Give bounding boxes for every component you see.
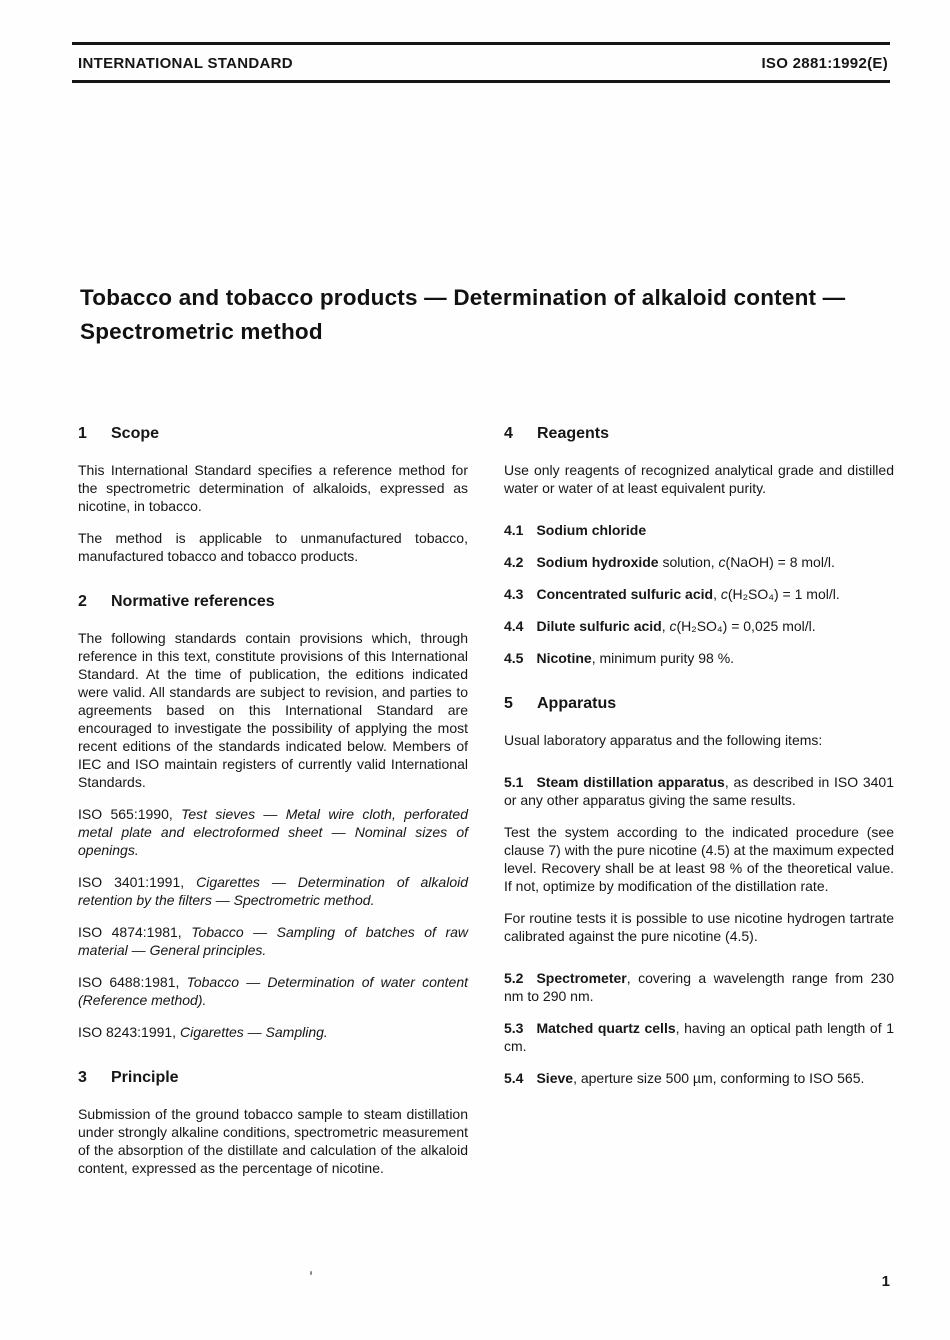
item-number: 5.3	[504, 1020, 524, 1036]
reference-iso-4874	[78, 923, 468, 959]
reference-code: ISO 4874:1981,	[78, 924, 182, 940]
section-number: 1	[78, 425, 87, 442]
reference-code: ISO 3401:1991,	[78, 874, 185, 890]
scope-paragraph-1: This International Standard specifies a reference method for the spectrometric determination of alkaloids, expressed as nicotine, in tobacco.	[78, 462, 468, 514]
concentration-symbol: c	[718, 554, 726, 570]
reagent-item-dilute-sulfuric-acid	[504, 617, 894, 635]
left-column	[78, 424, 468, 1191]
section-title: Reagents	[537, 425, 610, 442]
section-heading-apparatus	[504, 694, 894, 714]
two-column-body	[78, 424, 894, 1191]
item-number: 5.4	[504, 1070, 524, 1086]
concentration-symbol: c	[720, 586, 728, 602]
reagent-detail: ,	[713, 586, 721, 602]
header-document-type: INTERNATIONAL STANDARD	[78, 55, 293, 72]
apparatus-item-sieve	[504, 1069, 894, 1087]
apparatus-name: Matched quartz cells	[536, 1020, 676, 1036]
document-title: Tobacco and tobacco products — Determination of alkaloid content — Spectrometric method	[80, 285, 846, 344]
reference-code: ISO 565:1990,	[78, 806, 173, 822]
reagent-name: Dilute sulfuric acid	[536, 618, 662, 634]
normative-paragraph-1: The following standards contain provisions which, through reference in this text, constitute provisions of this International Standard. At the time of publication, the editions indicated were valid. All standards are subject to revision, and parties to agreements based on this International Standard are encouraged to investigate the possibility of applying the most recent editions of the standards indicated below. Members of IEC and ISO maintain registers of currently valid International Standards.	[78, 630, 468, 790]
item-number: 5.1	[504, 774, 524, 790]
reagent-name: Sodium hydroxide	[536, 554, 659, 570]
reagents-intro: Use only reagents of recognized analytical grade and distilled water or water of at least equivalent purity.	[504, 462, 894, 496]
apparatus-name: Spectrometer	[536, 970, 627, 986]
reagent-name: Sodium chloride	[536, 522, 647, 538]
header-rule-bottom	[72, 80, 890, 83]
page-header	[72, 42, 890, 83]
scope-paragraph-2: The method is applicable to unmanufactured tobacco, manufactured tobacco and tobacco products.	[78, 530, 468, 564]
reference-title-text: Cigarettes — Determination of alkaloid retention by the filters — Spectrometric method.	[78, 874, 469, 908]
reference-code: ISO 6488:1981,	[78, 974, 180, 990]
reagent-item-sodium-chloride	[504, 521, 894, 539]
reference-iso-6488	[78, 973, 468, 1009]
header-standard-number: ISO 2881:1992(E)	[761, 55, 888, 72]
section-title: Apparatus	[537, 695, 617, 712]
apparatus-detail: , having an optical path length of 1 cm.	[504, 1020, 895, 1054]
apparatus-item-spectrometer	[504, 969, 894, 1005]
section-title: Normative references	[111, 593, 275, 610]
reference-code: ISO 8243:1991,	[78, 1024, 177, 1040]
section-heading-scope	[78, 424, 468, 444]
apparatus-paragraph-routine: For routine tests it is possible to use nicotine hydrogen tartrate calibrated against the pure nicotine (4.5).	[504, 910, 894, 944]
item-number: 4.2	[504, 554, 524, 570]
reagent-name: Concentrated sulfuric acid	[536, 586, 714, 602]
reagent-name: Nicotine	[536, 650, 592, 666]
right-column	[504, 424, 894, 1191]
apparatus-detail: , covering a wavelength range from 230 nm to 290 nm.	[504, 970, 894, 1004]
section-number: 3	[78, 1069, 87, 1086]
reference-iso-8243	[78, 1023, 468, 1041]
item-number: 4.4	[504, 618, 524, 634]
reference-title-text: Tobacco — Sampling of batches of raw material — General principles.	[78, 924, 469, 958]
reference-title-text: Test sieves — Metal wire cloth, perforated metal plate and electroformed sheet — Nominal sizes of openings.	[78, 806, 468, 858]
apparatus-detail: , aperture size 500 µm, conforming to ISO 565.	[573, 1070, 865, 1086]
reference-iso-565	[78, 805, 468, 859]
section-number: 2	[78, 593, 87, 610]
section-heading-reagents	[504, 424, 894, 444]
section-number: 5	[504, 695, 513, 712]
reagent-formula: (NaOH) = 8 mol/l.	[725, 554, 835, 570]
reagent-formula: (H₂SO₄) = 0,025 mol/l.	[676, 618, 816, 634]
item-number: 4.1	[504, 522, 524, 538]
section-number: 4	[504, 425, 513, 442]
reagent-item-concentrated-sulfuric-acid	[504, 585, 894, 603]
apparatus-detail: , as described in ISO 3401 or any other apparatus giving the same results.	[504, 774, 894, 808]
reagent-detail: , minimum purity 98 %.	[591, 650, 735, 666]
apparatus-item-quartz-cells	[504, 1019, 894, 1055]
reagent-item-nicotine	[504, 649, 894, 667]
concentration-symbol: c	[669, 618, 677, 634]
reference-title-text: Cigarettes — Sampling.	[179, 1024, 328, 1040]
apparatus-item-steam-distillation	[504, 773, 894, 809]
reagent-item-sodium-hydroxide	[504, 553, 894, 571]
item-number: 5.2	[504, 970, 524, 986]
principle-paragraph-1: Submission of the ground tobacco sample to steam distillation under strongly alkaline conditions, spectrometric measurement of the absorption of the distillate and calculation of the alkaloid content, expressed as the percentage of nicotine.	[78, 1106, 468, 1176]
reference-title	[176, 1024, 328, 1040]
header-row	[72, 45, 890, 80]
scan-artifact-dot	[310, 1271, 312, 1275]
page-number: 1	[881, 1273, 890, 1290]
item-number: 4.3	[504, 586, 524, 602]
apparatus-name: Sieve	[536, 1070, 574, 1086]
section-title: Principle	[111, 1069, 179, 1086]
reference-title-text: Tobacco — Determination of water content (Reference method).	[78, 974, 468, 1008]
reference-iso-3401	[78, 873, 468, 909]
section-heading-normative-references	[78, 592, 468, 612]
item-number: 4.5	[504, 650, 524, 666]
apparatus-paragraph-recovery: Test the system according to the indicated procedure (see clause 7) with the pure nicotine (4.5) at the maximum expected level. Recovery shall be at least 98 % of the theoretical value. If not, optimize by modification of the distillation rate.	[504, 824, 894, 894]
reagent-formula: (H₂SO₄) = 1 mol/l.	[727, 586, 840, 602]
apparatus-name: Steam distillation apparatus	[536, 774, 725, 790]
section-heading-principle	[78, 1068, 468, 1088]
reagent-detail: ,	[661, 618, 670, 634]
apparatus-intro: Usual laboratory apparatus and the following items:	[504, 732, 823, 748]
section-title: Scope	[111, 425, 160, 442]
reagent-detail: solution,	[658, 554, 719, 570]
